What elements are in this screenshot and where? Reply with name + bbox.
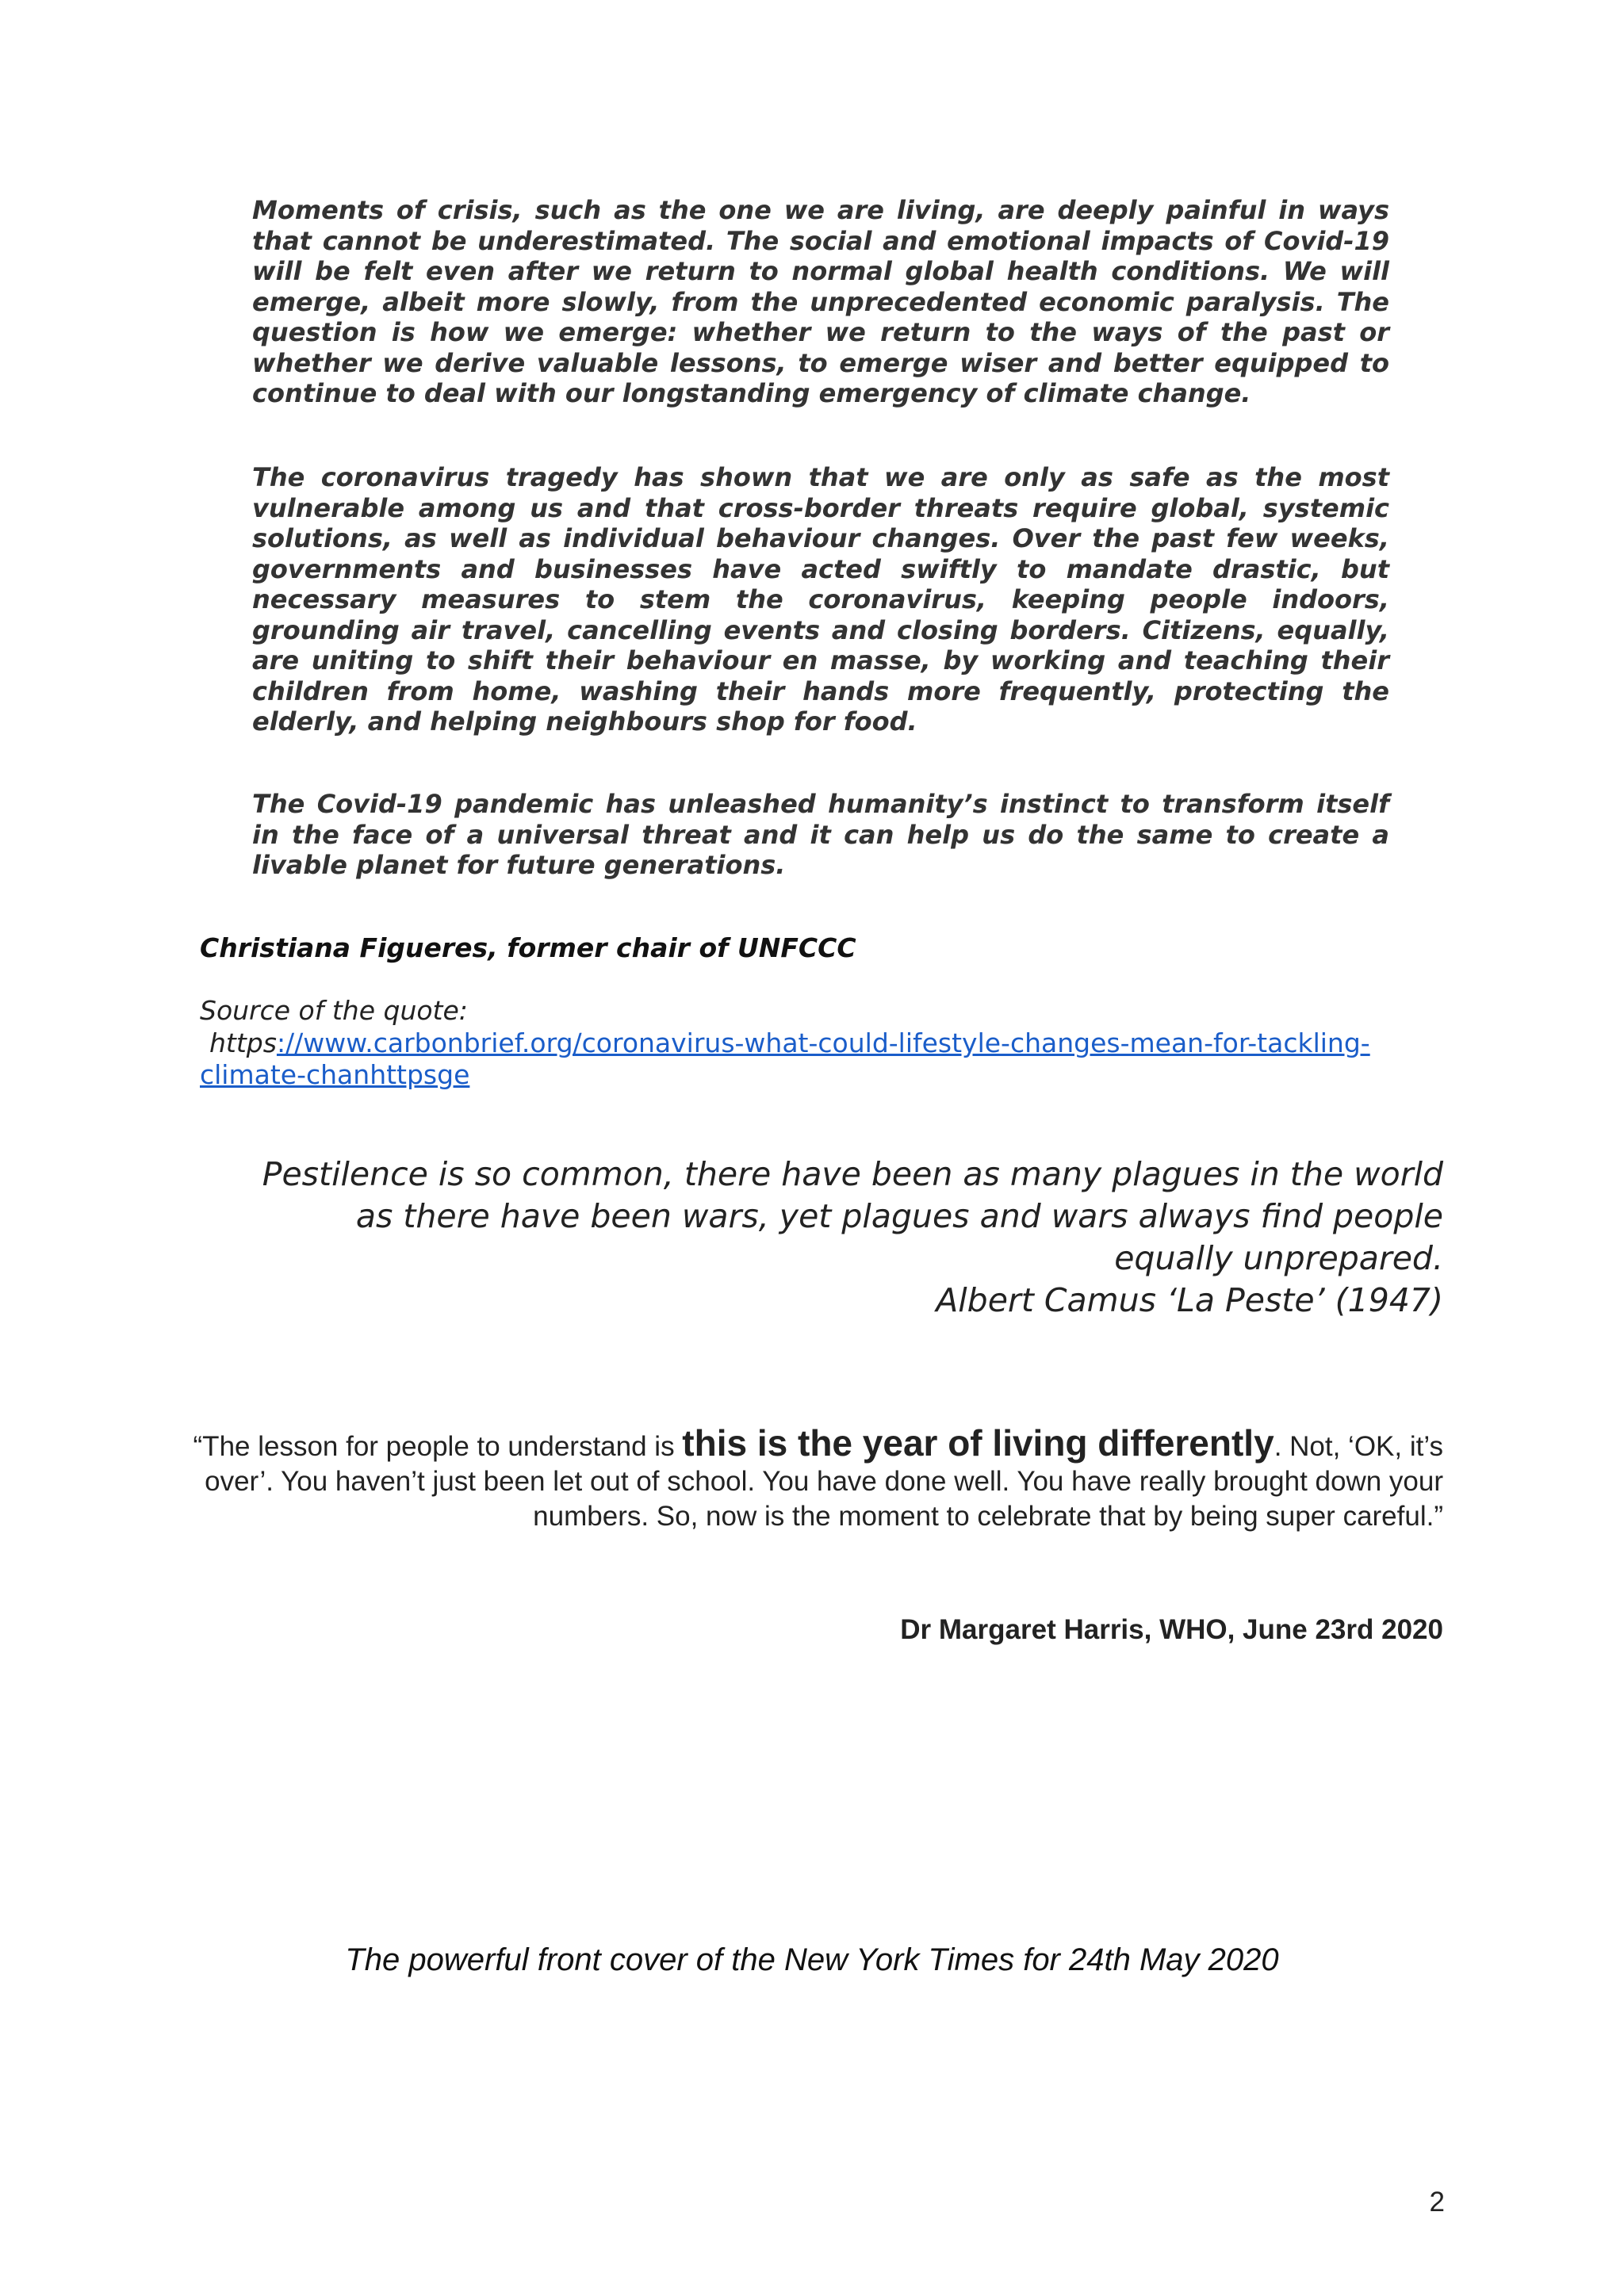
source-link-line (200, 1027, 1389, 1091)
camus-attribution: Albert Camus ‘La Peste’ (1947) (936, 1281, 1443, 1319)
camus-line-3: equally unprepared. (1114, 1239, 1443, 1277)
nyt-caption: The powerful front cover of the New York Times for 24th May 2020 (345, 1942, 1279, 1977)
harris-text-before: “The lesson for people to understand is (193, 1431, 683, 1462)
quote-paragraph-1: Moments of crisis, such as the one we are living, are deeply painful in ways that cannot be underestimated. The social and emotional impacts of Covid-19 will be felt even after we return to normal global health conditions. We will emerge, albeit more slowly, from the unprecedented economic paralysis. The question is how we emerge: whether we return to the ways of the past or whether we derive valuable lessons, to emerge wiser and better equipped to continue to deal with our longstanding emergency of climate change. (252, 195, 1389, 408)
source-url-prefix: https (209, 1027, 277, 1058)
source-label: Source of the quote: (200, 995, 468, 1026)
quote-paragraph-2: The coronavirus tragedy has shown that we are only as safe as the most vulnerable among us and that cross-border threats require global, systemic solutions, as well as individual behaviour changes. Over the past few weeks, governments and businesses have acted swiftly to mandate drastic, but necessary measures to stem the coronavirus, keeping people indoors, grounding air travel, cancelling events and closing borders. Citizens, equally, are uniting to shift their behaviour en masse, by working and teaching their children from home, washing their hands more frequently, protecting the elderly, and helping neighbours shop for food. (252, 462, 1389, 737)
camus-line-1: Pestilence is so common, there have been as many plagues in the world (262, 1155, 1443, 1193)
quote-attribution: Christiana Figueres, former chair of UNFCCC (200, 932, 856, 963)
camus-line-2: as there have been wars, yet plagues and wars always find people (355, 1197, 1443, 1235)
source-url-link[interactable]: ://www.carbonbrief.org/coronavirus-what-could-lifestyle-changes-mean-for-tackling-climate-chanhttpsge (200, 1027, 1370, 1090)
camus-quote (190, 1154, 1443, 1322)
harris-quote (190, 1422, 1443, 1534)
harris-text-after: . Not, ‘OK, it’s over’. You haven’t just been let out of school. You have done well. You have really brought down your numbers. So, now is the moment to celebrate that by being super careful.” (205, 1431, 1443, 1532)
quote-paragraph-3: The Covid-19 pandemic has unleashed humanity’s instinct to transform itself in the face of a universal threat and it can help us do the same to create a livable planet for future generations. (252, 789, 1389, 880)
page-number: 2 (1429, 2187, 1445, 2218)
harris-emphasis: this is the year of living differently (682, 1422, 1274, 1464)
harris-attribution: Dr Margaret Harris, WHO, June 23rd 2020 (900, 1614, 1443, 1645)
